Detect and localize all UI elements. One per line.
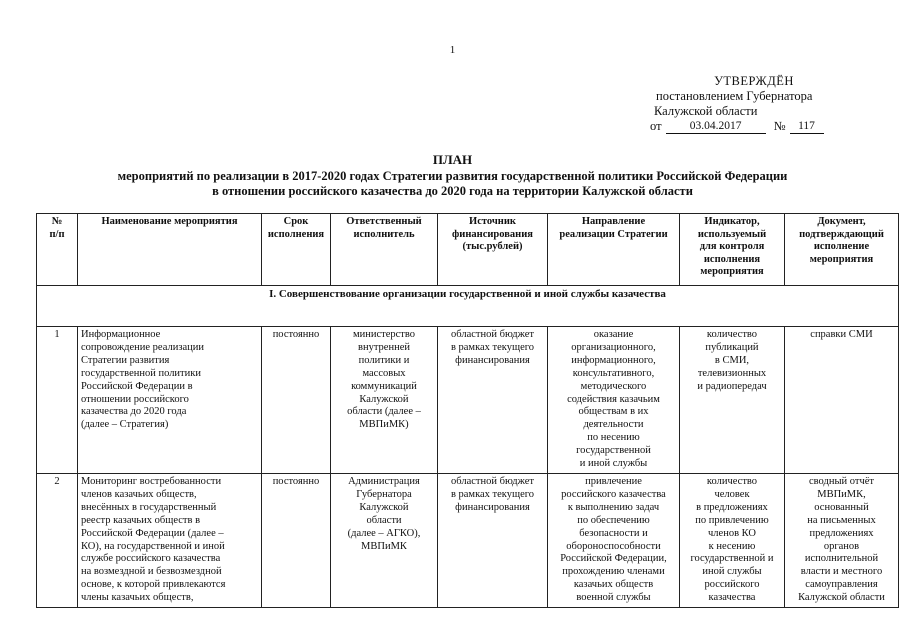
- approval-line-1: постановлением Губернатора: [656, 89, 813, 103]
- approval-date-row: [650, 119, 850, 134]
- cell-funding: областной бюджет в рамках текущего финансирования: [438, 327, 548, 474]
- approval-title: УТВЕРЖДЁН: [714, 74, 794, 88]
- cell-indicator: количество публикаций в СМИ, телевизионных и радиопередач: [680, 327, 785, 474]
- cell-executor: министерство внутренней политики и массовых коммуникаций Калужской области (далее – МВПиМК): [331, 327, 438, 474]
- cell-funding: областной бюджет в рамках текущего финансирования: [438, 474, 548, 608]
- header-number: № п/п: [37, 214, 78, 286]
- plan-title: ПЛАН: [432, 152, 473, 167]
- approval-number-prefix: №: [773, 119, 786, 133]
- table-row: [37, 327, 899, 474]
- header-direction: Направление реализации Стратегии: [548, 214, 680, 286]
- cell-number: 1: [37, 327, 78, 474]
- cell-executor: Администрация Губернатора Калужской области (далее – АГКО), МВПиМК: [331, 474, 438, 608]
- cell-event-name: Информационное сопровождение реализации Стратегии развития государственной политики Российской Федерации в отношении российского казачества до 2020 года (далее – Стратегия): [78, 327, 262, 474]
- cell-term: постоянно: [262, 474, 331, 608]
- header-funding: Источник финансирования (тыс.рублей): [438, 214, 548, 286]
- cell-document: справки СМИ: [785, 327, 899, 474]
- cell-event-name: Мониторинг востребованности членов казачьих обществ, внесённых в государственный реестр казачьих обществ в Российской Федерации (далее – КО), на государственной и иной службе российского казачества на возмездной и безвозмездной основе, к которой привлекаются члены казачьих обществ,: [78, 474, 262, 608]
- cell-number: 2: [37, 474, 78, 608]
- page-number: 1: [449, 44, 456, 56]
- approval-date-prefix: от: [650, 119, 662, 133]
- header-term: Срок исполнения: [262, 214, 331, 286]
- section-row: [37, 286, 899, 327]
- approval-date: 03.04.2017: [666, 120, 766, 134]
- section-title: I. Совершенствование организации государственной и иной службы казачества: [37, 286, 899, 327]
- header-event-name: Наименование мероприятия: [78, 214, 262, 286]
- plan-subtitle-1: мероприятий по реализации в 2017-2020 годах Стратегии развития государственной политики Российской Федерации: [117, 169, 788, 183]
- cell-document: сводный отчёт МВПиМК, основанный на письменных предложениях органов исполнительной власти и местного самоуправления Калужской области: [785, 474, 899, 608]
- cell-term: постоянно: [262, 327, 331, 474]
- header-executor: Ответственный исполнитель: [331, 214, 438, 286]
- plan-subtitle-2: в отношении российского казачества до 2020 года на территории Калужской области: [212, 184, 693, 198]
- header-document: Документ, подтверждающий исполнение мероприятия: [785, 214, 899, 286]
- cell-direction: оказание организационного, информационного, консультативного, методического содействия казачьим обществам в их деятельности по несению государственной и иной службы: [548, 327, 680, 474]
- approval-stamp: [650, 74, 850, 134]
- table-header-row: [37, 214, 899, 286]
- header-indicator: Индикатор, используемый для контроля исполнения мероприятия: [680, 214, 785, 286]
- approval-line-2: Калужской области: [654, 104, 758, 118]
- plan-table: [36, 213, 899, 608]
- table-row: [37, 474, 899, 608]
- cell-indicator: количество человек в предложениях по привлечению членов КО к несению государственной и иной службы российского казачества: [680, 474, 785, 608]
- approval-number: 117: [790, 120, 824, 134]
- cell-direction: привлечение российского казачества к выполнению задач по обеспечению безопасности и обороноспособности Российской Федерации, прохождению членами казачьих обществ военной службы: [548, 474, 680, 608]
